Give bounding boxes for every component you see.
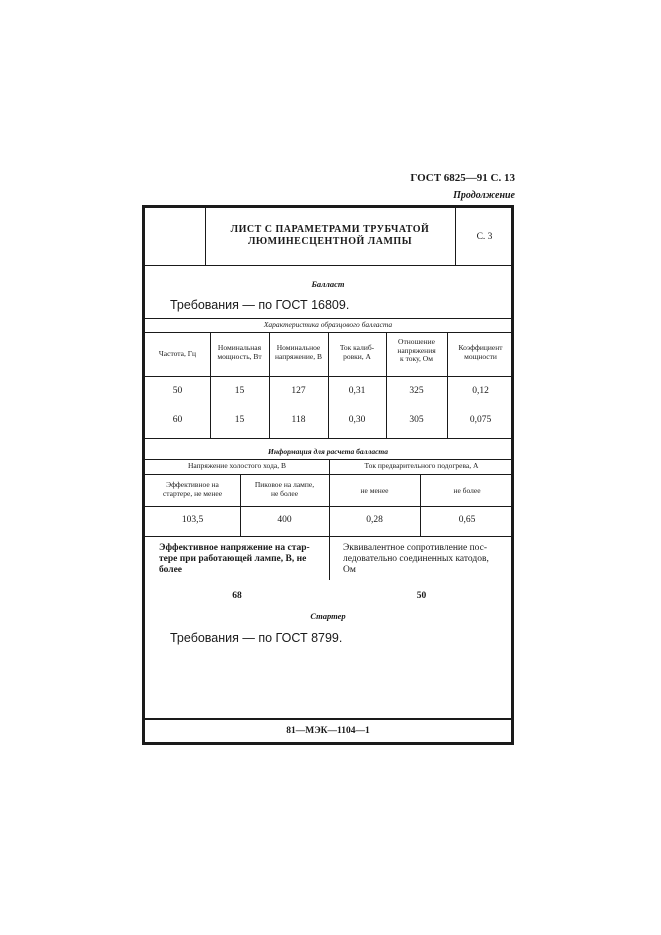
- ballast-column-header: Отношение напряжения к току, Ом: [397, 337, 436, 364]
- sheet-title: ЛИСТ С ПАРАМЕТРАМИ ТРУБЧАТОЙ ЛЮМИНЕСЦЕНТНОЙ ЛАМПЫ: [230, 224, 430, 247]
- open-circuit-voltage-header: Напряжение холостого хода, В: [188, 461, 286, 470]
- equivalent-resistance-label: Эквивалентное сопротивление пос- ледовательно соединенных катодов, Ом: [343, 543, 489, 575]
- calc-value: 0,28: [366, 515, 383, 525]
- calc-subheader: не более: [453, 486, 481, 495]
- table-cell: 0,075: [469, 415, 492, 425]
- table-cell: 127: [291, 386, 306, 396]
- calc-value: 103,5: [181, 515, 204, 525]
- sheet-page-number: С. 3: [476, 232, 493, 242]
- table-cell: 15: [234, 386, 245, 396]
- effective-voltage-value: 68: [232, 591, 242, 601]
- table-cell: 0,30: [348, 415, 366, 425]
- ballast-column-header: Коэффициент мощности: [458, 343, 503, 361]
- ballast-heading: Балласт: [311, 279, 345, 289]
- ballast-requirement: Требования — по ГОСТ 16809.: [170, 298, 350, 312]
- ballast-column-header: Номинальное напряжение, В: [275, 343, 322, 361]
- table-cell: 0,31: [348, 386, 366, 396]
- table-cell: 50: [172, 386, 183, 396]
- parameter-sheet: [142, 205, 514, 745]
- ballast-column-header: Номинальная мощность, Вт: [217, 343, 262, 361]
- starter-requirement: Требования — по ГОСТ 8799.: [170, 631, 343, 645]
- document-reference: ГОСТ 6825—91 С. 13: [410, 172, 515, 184]
- ballast-column-header: Частота, Гц: [158, 349, 197, 358]
- ballast-column-header: Ток калиб- ровки, А: [339, 343, 375, 361]
- sheet-footer-code: 81—МЭК—1104—1: [286, 726, 370, 736]
- table-cell: 305: [409, 415, 424, 425]
- effective-voltage-label: Эффективное напряжение на стар- тере при работающей лампе, В, не более: [159, 543, 310, 575]
- table-cell: 60: [172, 415, 183, 425]
- table-cell: 118: [291, 415, 306, 425]
- calc-heading: Информация для расчета балласта: [268, 447, 388, 456]
- calc-subheader: не менее: [360, 486, 389, 495]
- calc-value: 0,65: [458, 515, 476, 525]
- table-cell: 15: [234, 415, 245, 425]
- table-cell: 0,12: [472, 386, 489, 396]
- ballast-characteristics-heading: Характеристика образцового балласта: [263, 320, 393, 329]
- calc-subheader: Эффективное на стартере, не менее: [162, 480, 223, 498]
- continuation-note: Продолжение: [453, 190, 515, 201]
- calc-value: 400: [277, 515, 292, 525]
- starter-heading: Стартер: [310, 611, 346, 621]
- preheat-current-header: Ток предварительного подогрева, А: [364, 461, 479, 470]
- calc-subheader: Пиковое на лампе, не более: [254, 480, 315, 498]
- equivalent-resistance-value: 50: [416, 591, 427, 601]
- table-cell: 325: [409, 386, 424, 396]
